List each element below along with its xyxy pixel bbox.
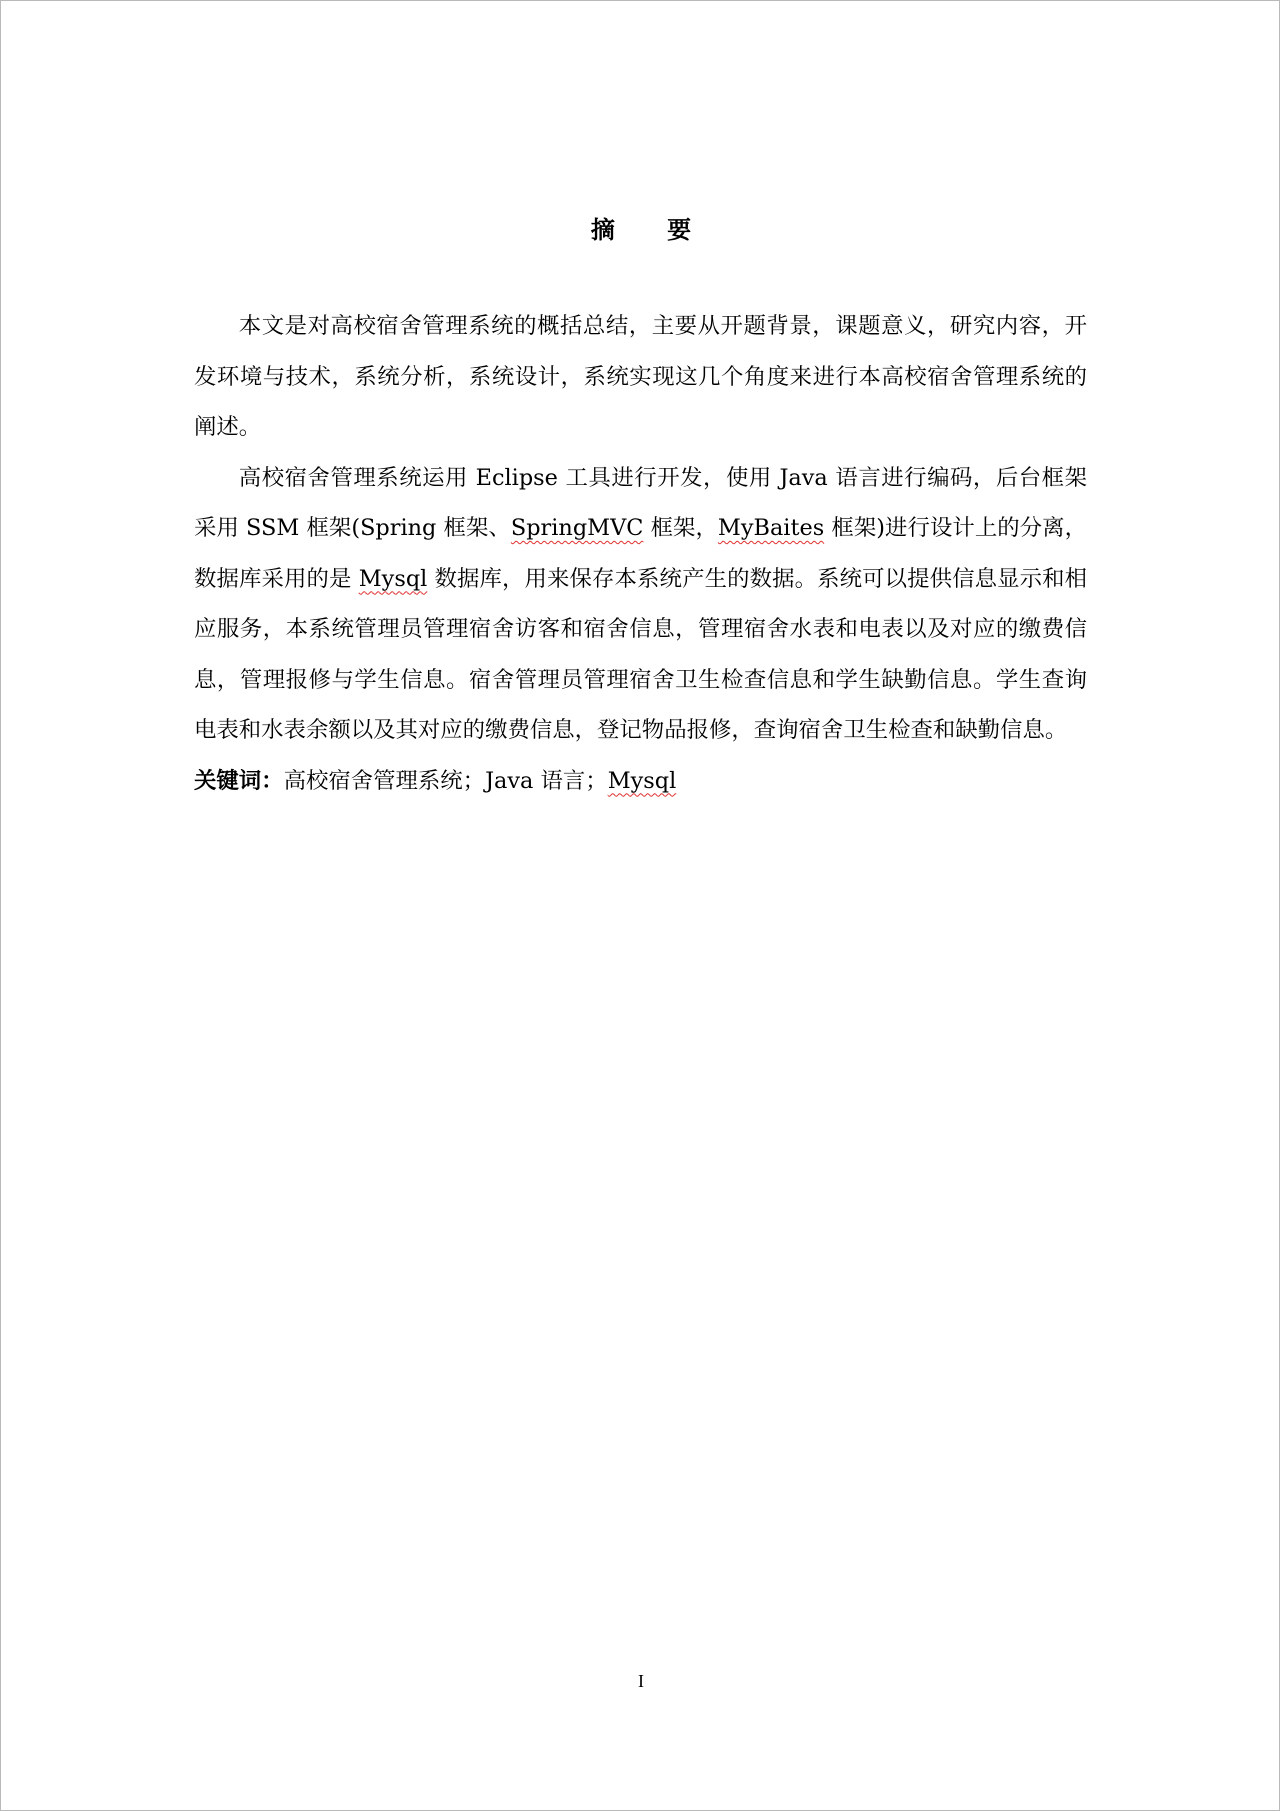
spellcheck-springmvc: SpringMVC [510,515,644,541]
paragraph-2-part: 框架， [643,515,718,541]
abstract-body [194,301,1087,806]
spellcheck-mybaites: MyBaites [717,515,825,541]
keywords-text: 高校宿舍管理系统；Java 语言； [283,767,608,794]
paragraph-2-part: 数据库，用来保存本系统产生的数据。系统可以提供信息显示和相应服务，本系统管理员管理宿舍访客和宿舍信息，管理宿舍水表和电表以及对应的缴费信息，管理报修与学生信息。宿舍管理员管理宿舍卫生检查信息和学生缺勤信息。学生查询电表和水表余额以及其对应的缴费信息，登记物品报修，查询宿舍卫生检查和缺勤信息。 [194,565,1087,743]
abstract-title: 摘 要 [590,215,714,244]
page-number: I [638,1671,644,1691]
paragraph-2-part: 框架)进行设计上的分离，数据库采用的是 [194,515,1088,592]
keywords-mysql: Mysql [607,767,677,794]
paragraph-2-part: 高校宿舍管理系统运用 Eclipse 工具进行开发，使用 Java 语言进行编码，后台框架采用 SSM 框架(Spring 框架、 [194,464,1087,541]
abstract-paragraph-2 [194,453,1087,756]
keywords-label: 关键词： [194,767,284,794]
spellcheck-mysql: Mysql [358,565,428,592]
keywords-line [194,756,1087,807]
abstract-paragraph-1: 本文是对高校宿舍管理系统的概括总结，主要从开题背景，课题意义，研究内容，开发环境与技术，系统分析，系统设计，系统实现这几个角度来进行本高校宿舍管理系统的阐述。 [194,313,1087,440]
